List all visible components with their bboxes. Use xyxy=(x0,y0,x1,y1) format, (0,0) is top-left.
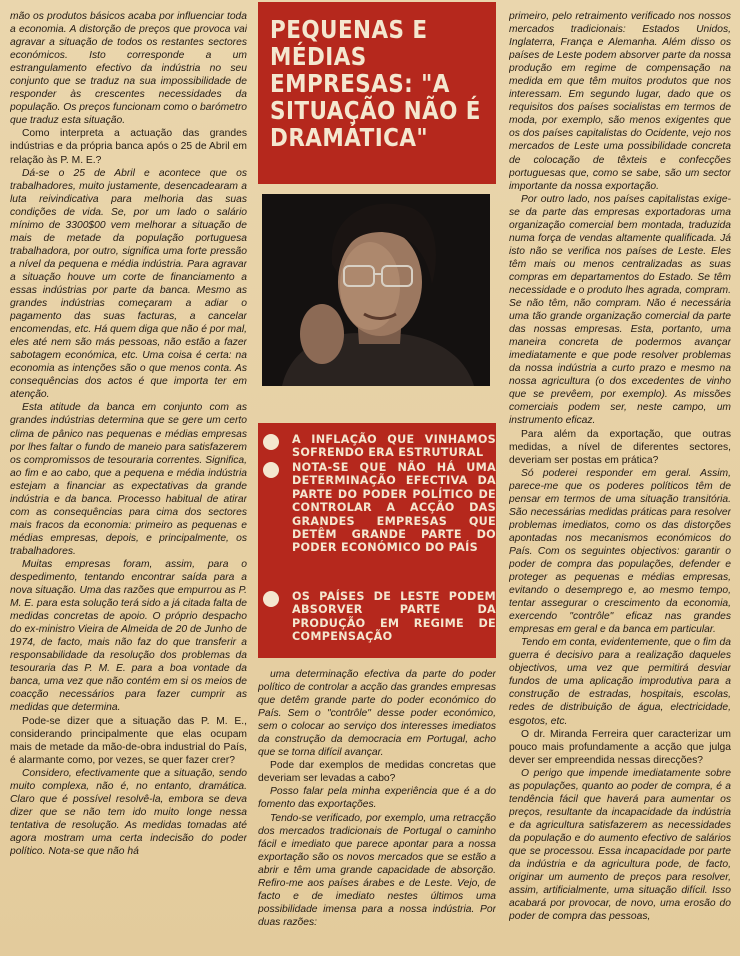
highlight-item: A INFLAÇÃO QUE VINHAMOS SOFRENDO ERA ESTRUTURAL xyxy=(270,433,496,460)
paragraph: mão os produtos básicos acaba por influenciar toda a economia. A distorção de preços que provoca vai agravar a situação de todos os restantes sectores económicos. Isto corresponde a um estrangulamento efectivo da indústria no seu conjunto que se traduz na sua impossibilidade de responder às crescentes necessidades da população. Os preços funcionam como o barómetro que traduz esta situação. xyxy=(10,11,247,127)
article-column-right xyxy=(509,10,731,952)
paragraph: Esta atitude da banca em conjunto com as grandes indústrias determina que se gere um certo clima de pânico nas pequenas e médias empresas por lhes faltar o fundo de maneio para satisfazerem os compromissos de tesouraria correntes. Significa, ao fim e ao cabo, que a pequena e média indústria estejam a financiar as expectativas da grande indústria e da banca. Processo habitual de atirar com as consequências para cima dos sectores mais fracos da economia: primeiro as pequenas e médias empresas, depois, e principalmente, os trabalhadores. xyxy=(10,402,247,557)
paragraph: Considero, efectivamente que a situação, sendo muito complexa, não é, no entanto, dramática. Claro que é possível resolvê-la, embora se deva dizer que se não tem ido muito longe nessa tentativa de resolução. As medidas tomadas até agora mostram uma certa indecisão do poder político. Nota-se que não há xyxy=(10,767,247,857)
bullet-icon xyxy=(263,462,279,478)
paragraph: Como interpreta a actuação das grandes indústrias e da própria banca após o 25 de Abril em relação às P. M. E.? xyxy=(10,128,247,166)
paragraph: Posso falar pela minha experiência que é a do fomento das exportações. xyxy=(258,786,496,811)
paragraph: Tendo-se verificado, por exemplo, uma retracção dos mercados tradicionais de Portugal o caminho fácil e imediato que parece apontar para a nossa exportação são os novos mercados que se estão a abrir e têm uma grande capacidade de absorção. Refiro-me aos países árabes e de Leste. Vejo, de facto e de imediato nestes últimos uma possibilidade imensa para a nossa indústria. Por duas razões: xyxy=(258,812,496,928)
paragraph: Dá-se o 25 de Abril e acontece que os trabalhadores, muito justamente, desencadearam a luta reivindicativa para melhoria das suas condições de vida. Se, por um lado o salário mínimo de 3300$00 vem melhorar a situação de mais de metade da população portuguesa trabalhadora, por outro, significa uma forte pressão a nível da pequena e média indústria. Para agravar a situação houve um corte de financiamento a essas indústrias por parte da banca. Mesmo as grandes indústrias começaram a adiar o pagamento das suas facturas, a cancelar encomendas, etc. Há quem diga que não é por mal, eles até nem são más pessoas, não estão a fazer sabotagem económica, etc. Uma coisa é certa: na economia as intenções são o que menos conta. As consequências dos actos é que importa ter em atenção. xyxy=(10,167,247,401)
bullet-icon xyxy=(263,434,279,450)
bullet-icon xyxy=(263,591,279,607)
article-column-middle xyxy=(258,668,496,953)
paragraph: O perigo que impende imediatamente sobre as populações, quanto ao poder de compra, é a tendência fácil que haverá para aumentar os preços, resultante da incapacidade da indústria e da agricultura satisfazerem as necessidades da população e do aumento efectivo de salários que se processou. Essa incapacidade por parte da indústria e da agricultura pode, de facto, originar um aumento de preços para resolver, assim, artificialmente, uma situação difícil. Isso acabará por provocar, de novo, uma erosão do poder de compra das pessoas, xyxy=(509,767,731,923)
paragraph: Por outro lado, nos países capitalistas exige-se da parte das empresas exportadoras uma organização comercial bem montada, traduzida numa força de vendas altamente qualificada. Já isto não se verifica nos países de Leste. Eles têm mais ou menos centralizadas as suas compras em departamentos do Estado. Se têm necessidade e o produto lhes agrada, compram. Se não têm, não compram. Não é necessária uma tão grande organização comercial da parte das nossas empresas. Esta, portanto, uma maneira concreta de podermos avançar imediatamente e que pode resolver problemas da nossa indústria a curto prazo e mesmo na nossa agricultura (o dos excedentes de vinho que se prevêem, por exemplo). As missões comerciais podem ser, neste campo, um instrumento eficaz. xyxy=(509,193,731,427)
paragraph: O dr. Miranda Ferreira quer caracterizar um pouco mais profundamente a acção que julga dever ser empreendida nessas direcções? xyxy=(509,728,731,766)
paragraph: uma determinação efectiva da parte do poder político de controlar a acção das grandes empresas que detêm grande parte do poder económico do País. Sem o "contrôle" desse poder económico, sem o colocar ao serviço dos interesses imediatos da construção da democracia em Portugal, acho que se torna difícil avançar. xyxy=(258,669,496,759)
paragraph: Pode-se dizer que a situação das P. M. E., considerando principalmente que elas ocupam mais de metade da mão-de-obra industrial do País, é alarmante como, por vezes, se quer fazer crer? xyxy=(10,715,247,766)
paragraph: Tendo em conta, evidentemente, que o fim da guerra é decisivo para a realização daqueles objectivos, uma vez que permitirá desviar fundos de uma aplicação improdutiva para a construção de estradas, hospitais, escolas, redes de distribuição de água, electricidade, esgotos, etc. xyxy=(509,637,731,727)
headline-box xyxy=(258,2,496,184)
portrait-image xyxy=(262,194,490,386)
headline: PEQUENAS E MÉDIAS EMPRESAS: "A SITUAÇÃO NÃO É DRAMÁTICA" xyxy=(270,15,481,152)
paragraph: Para além da exportação, que outras medidas, a nível de diferentes sectores, deveriam ser postas em prática? xyxy=(509,428,731,466)
paragraph: primeiro, pelo retraimento verificado nos nossos mercados tradicionais: Estados Unidos, Inglaterra, França e Alemanha. Além disso os países de Leste podem absorver parte da nossa produção em regime de compensação na medida em que têm muitos produtos que nos interessam. Em segundo lugar, dado que os requisitos dos países socialistas em termos de moda, por exemplo, são menos exigentes que os dos países capitalistas do Ocidente, vejo nos mercados de Leste uma possibilidade concreta de colocação de têxteis e confecções portuguesas que, como se sabe, são um sector importante da nossa exportação. xyxy=(509,11,731,192)
portrait-photo xyxy=(262,194,490,386)
paragraph: Pode dar exemplos de medidas concretas que deveriam ser levadas a cabo? xyxy=(258,760,496,785)
paragraph: Só poderei responder em geral. Assim, parece-me que os poderes políticos têm de pensar em termos de uma situação transitória. São necessárias medidas práticas para resolver problemas imediatos, como os das distorções apontadas nos mecanismos económicos do País. Com os seguintes objectivos: garantir o poder de compra das populações, defender e proteger as pequenas e médias empresas, evitando o desemprego e, ao mesmo tempo, tentar assegurar o crescimento da economia, exercendo "contrôle" eficaz nas grandes empresas em geral e da banca em particular. xyxy=(509,467,731,636)
highlight-item: NOTA-SE QUE NÃO HÁ UMA DETERMINAÇÃO EFECTIVA DA PARTE DO PODER POLÍTICO DE CONTROLAR A ACÇÃO DAS GRANDES EMPRESAS QUE DETÊM GRANDE PARTE DO PODER ECONÓMICO DO PAÍS xyxy=(270,461,496,555)
paragraph: Muitas empresas foram, assim, para o despedimento, tentando encontrar saída para a nova situação. Uma das razões que empurrou as P. M. E. para esta solução terá sido a já citada falta de medidas concretas de apoio. O próprio despacho do ex-ministro Vieira de Almeida de 20 de Junho de 1974, de facto, mais não faz do que transferir a responsabilidade da resolução dos problemas da tesouraria das P. M. E. para a boa vontade da banca, uma vez que não contém em si os meios de coacção necessários para fazer cumprir as medidas que determina. xyxy=(10,558,247,714)
highlight-item: OS PAÍSES DE LESTE PODEM ABSORVER PARTE DA PRODUÇÃO EM REGIME DE COMPENSAÇÃO xyxy=(270,590,496,644)
article-column-left xyxy=(10,10,247,952)
